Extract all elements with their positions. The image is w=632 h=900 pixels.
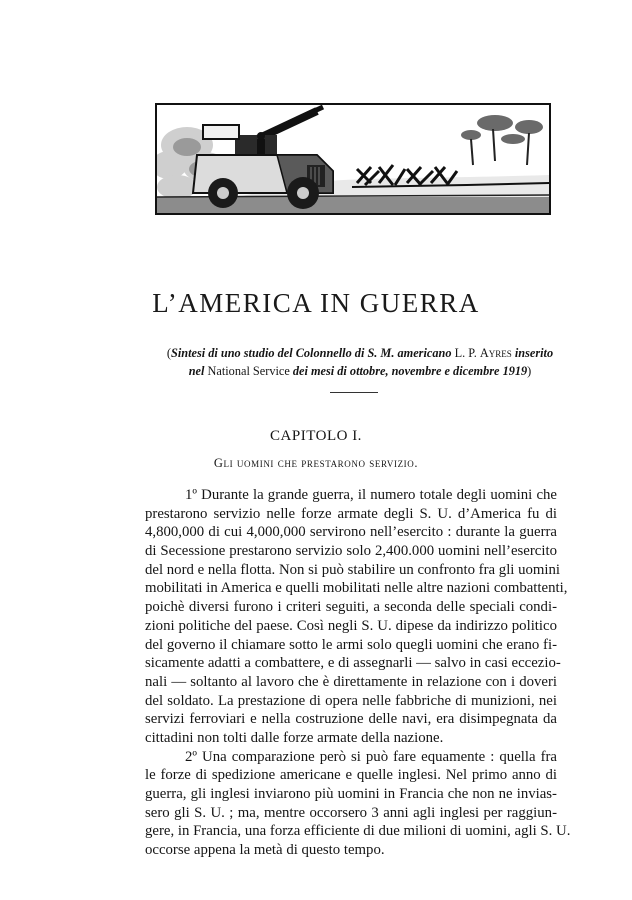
body-line: le forze di spedizione americane e quelle inglesi. Nel primo anno di: [145, 767, 557, 784]
subtitle-author-initials: L. P.: [454, 346, 477, 360]
body-line: sero gli S. U. ; ma, mentre occorsero 3 anni agli inglesi per raggiun-: [145, 804, 557, 821]
chapter-subheading: Gli uomini che prestarono servizio.: [213, 456, 419, 470]
subtitle-part-3: nel: [188, 364, 205, 378]
body-line: del soldato. La prestazione di opera nelle fabbriche di munizioni, nei: [145, 692, 557, 709]
body-line: di Secessione prestarono servizio solo 2,400.000 uomini nell’esercito: [145, 543, 557, 560]
body-line: del nord e nella flotta. Non si può stabilire un confronto fra gli uomini: [145, 561, 561, 578]
subtitle-part-1: Sintesi di uno studio del Colonnello di S. M. americano: [170, 346, 452, 360]
article-title: L’AMERICA IN GUERRA: [152, 288, 480, 318]
subtitle-close-paren: ): [527, 364, 532, 378]
subtitle-part-2: inserito: [514, 346, 554, 360]
body-line: del governo il chiamare sotto le armi solo quegli uomini che erano fi-: [145, 636, 557, 653]
body-line: prestarono servizio nelle forze armate degli S. U. d’America fu di: [145, 505, 557, 522]
body-text: [145, 486, 571, 860]
body-line: guerra, gli inglesi inviarono più uomini in Francia che non ne invias-: [145, 786, 557, 802]
body-line: sicamente adatti a combattere, e di assegnarli — salvo in casi eccezio-: [145, 655, 561, 672]
chapter-heading: CAPITOLO I.: [270, 428, 362, 444]
body-line: 1º Durante la grande guerra, il numero totale degli uomini che: [185, 487, 557, 503]
body-line: 2º Una comparazione però si può fare equamente : quella fra: [185, 748, 557, 765]
body-line: poichè diversi furono i criteri seguiti, a seconda delle speciali condi-: [145, 599, 557, 616]
body-line: nali — soltanto al lavoro che è direttamente in relazione con i doveri: [145, 673, 557, 690]
body-line: zioni politiche del paese. Così negli S. U. dipese da indirizzo politico: [145, 617, 557, 634]
body-line: occorse appena la metà di questo tempo.: [145, 842, 385, 859]
subtitle-open-paren: (: [166, 346, 171, 360]
subtitle-part-4: dei mesi di ottobre, novembre e dicembre 1919: [292, 364, 528, 378]
article-subtitle: [140, 344, 580, 380]
divider-rule: [330, 392, 378, 393]
subtitle-publication: National Service: [207, 364, 290, 378]
body-line: gere, in Francia, una forza efficiente di due milioni di uomini, agli S. U.: [145, 823, 571, 840]
body-line: cittadini non tolti dalle forze armate della nazione.: [145, 729, 444, 746]
armored-car-icon: [157, 105, 549, 213]
body-line: mobilitati in America e quelli mobilitati nelle altre nazioni combattenti,: [145, 580, 568, 597]
body-line: servizi ferroviari e nella costruzione delle navi, era disimpegnata da: [145, 711, 557, 728]
subtitle-author-name: Ayres: [479, 346, 512, 360]
body-line: 4,800,000 di cui 4,000,000 servirono nell’esercito : durante la guerra: [145, 524, 557, 541]
armored-car-illustration: [155, 103, 551, 215]
